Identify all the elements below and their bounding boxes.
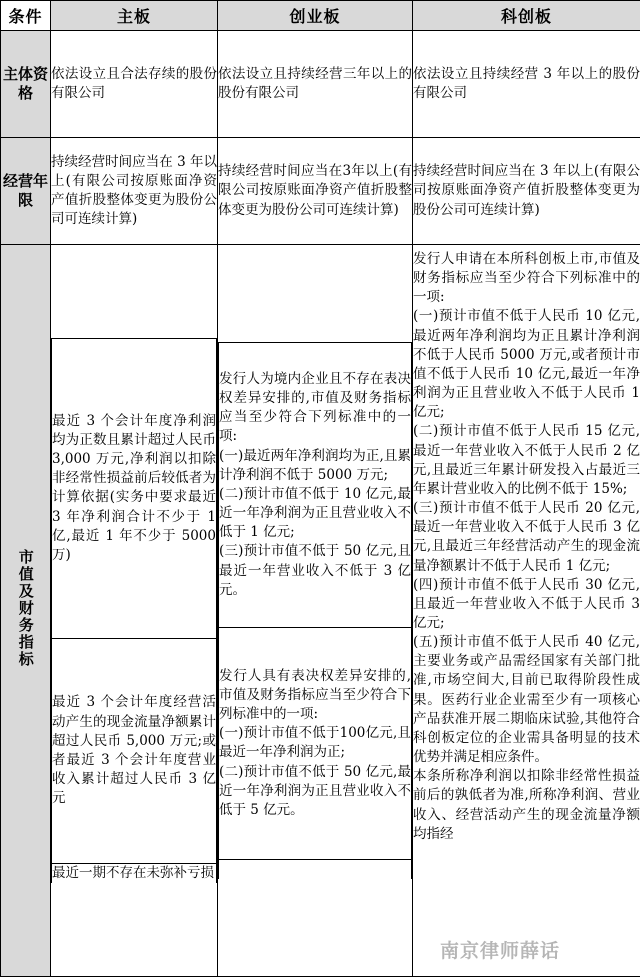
row-label-market-cap-financial-text: 市值及财务指标 [16,549,35,668]
chinext-subtable [218,342,412,879]
table-row [1,31,640,138]
main-board-subrow [52,863,217,883]
cell-entity-chinext: 依法设立且持续经营三年以上的股份有限公司 [218,31,413,138]
chinext-subrow [219,342,412,627]
chinext-intro-2: 发行人具有表决权差异安排的,市值及财务指标应当至少符合下列标准中的一项: [219,667,411,723]
chinext-item-1-2: (二)预计市值不低于 10 亿元,最近一年净利润为正且营业收入不低于 1 亿元; [219,485,411,541]
header-condition: 条件 [1,1,51,31]
chinext-item-2-2: (二)预计市值不低于 50 亿元,最近一年净利润为正且营业收入不低于 5 亿元。 [219,763,411,818]
table-row [1,138,640,245]
table-row-financial-metrics [1,245,640,977]
star-closing-note: 本条所称净利润以扣除非经常性损益前后的孰低者为准,所称净利润、营业收入、经营活动产生的现金流量净额均指经 [413,768,640,842]
star-item-4: (四)预计市值不低于人民币 30 亿元,且最近一年营业收入不低于人民币 3 亿元; [413,576,640,631]
chinext-item-2-1: (一)预计市值不低于100亿元,且最近一年净利润为正; [219,725,411,761]
main-board-no-loss-criterion: 最近一期不存在未弥补亏损 [52,863,217,883]
cell-financial-main-board [51,245,218,977]
chinext-standard-no-dual-class [219,342,412,627]
row-label-entity-qualification: 主体资格 [1,31,51,138]
chinext-item-1-3: (三)预计市值不低于 50 亿元,且最近一年营业收入不低于 3 亿元。 [219,543,411,598]
chinext-subrow [219,627,412,859]
watermark-overlay: 南京律师薛话 [440,940,561,962]
main-board-subrow [52,638,217,863]
main-board-cashflow-criterion: 最近 3 个会计年度经营活动产生的现金流量净额累计超过人民币 5,000 万元;或者最近 3 个会计年度营业收入累计超过人民币 3 亿元 [52,638,217,863]
chinext-intro-1: 发行人为境内企业且不存在表决权差异安排的,市值及财务指标应当至少符合下列标准中的一项: [219,370,411,445]
cell-operating-main-board: 持续经营时间应当在 3 年以上(有限公司按原账面净资产值折股整体变更为股份公司可连续计算) [51,138,218,245]
header-main-board: 主板 [51,1,218,31]
chinext-empty-cell [219,859,412,879]
cell-financial-chinext [218,245,413,977]
header-star-market: 科创板 [413,1,640,31]
header-chinext: 创业板 [218,1,413,31]
row-label-market-cap-financial [1,245,51,977]
star-intro: 发行人申请在本所科创板上市,市值及财务指标应当至少符合下列标准中的一项: [413,251,640,306]
chinext-item-1-1: (一)最近两年净利润均为正,且累计净利润不低于 5000 万元; [219,447,411,483]
cell-financial-star-market [413,245,640,977]
star-item-5: (五)预计市值不低于人民币 40 亿元,主要业务或产品需经国家有关部门批准,市场空间大,目前已取得阶段性成果。医药行业企业需至少有一项核心产品获准开展二期临床试验,其他符合科创板定位的企业需具备明显的技术优势并满足相应条件。 [413,634,640,766]
cell-operating-chinext: 持续经营时间应当在3年以上(有限公司按原账面净资产值折股整体变更为股份公司可连续计算) [218,138,413,245]
cell-entity-star-market: 依法设立且持续经营 3 年以上的股份有限公司 [413,31,640,138]
main-board-subrow [52,338,217,638]
row-label-operating-years: 经营年限 [1,138,51,245]
star-item-2: (二)预计市值不低于人民币 15 亿元,最近一年营业收入不低于人民币 2 亿元,且最近三年累计研发投入占最近三年累计营业收入的比例不低于 15%; [413,423,640,497]
table-header-row [1,1,640,31]
cell-operating-star-market: 持续经营时间应当在 3 年以上(有限公司按原账面净资产值折股整体变更为股份公司可连续计算) [413,138,640,245]
main-board-profit-criterion: 最近 3 个会计年度净利润均为正数且累计超过人民币 3,000 万元,净利润以扣除非经常性损益前后较低者为计算依据(实务中要求最近 3 年净利润合计不少于 1 亿,最近 1 年不少于 5000 万) [52,338,217,638]
chinext-subrow-empty [219,859,412,879]
star-item-3: (三)预计市值不低于人民币 20 亿元,最近一年营业收入不低于人民币 3 亿元,且最近三年经营活动产生的现金流量净额累计不低于人民币 1 亿元; [413,500,640,574]
main-board-subtable [51,338,217,883]
chinext-standard-dual-class [219,627,412,859]
star-item-1: (一)预计市值不低于人民币 10 亿元,最近两年净利润均为正且累计净利润不低于人民币 5000 万元,或者预计市值不低于人民币 10 亿元,最近一年净利润为正且营业收入不低于人民币 1 亿元; [413,308,640,421]
cell-entity-main-board: 依法设立且合法存续的股份有限公司 [51,31,218,138]
